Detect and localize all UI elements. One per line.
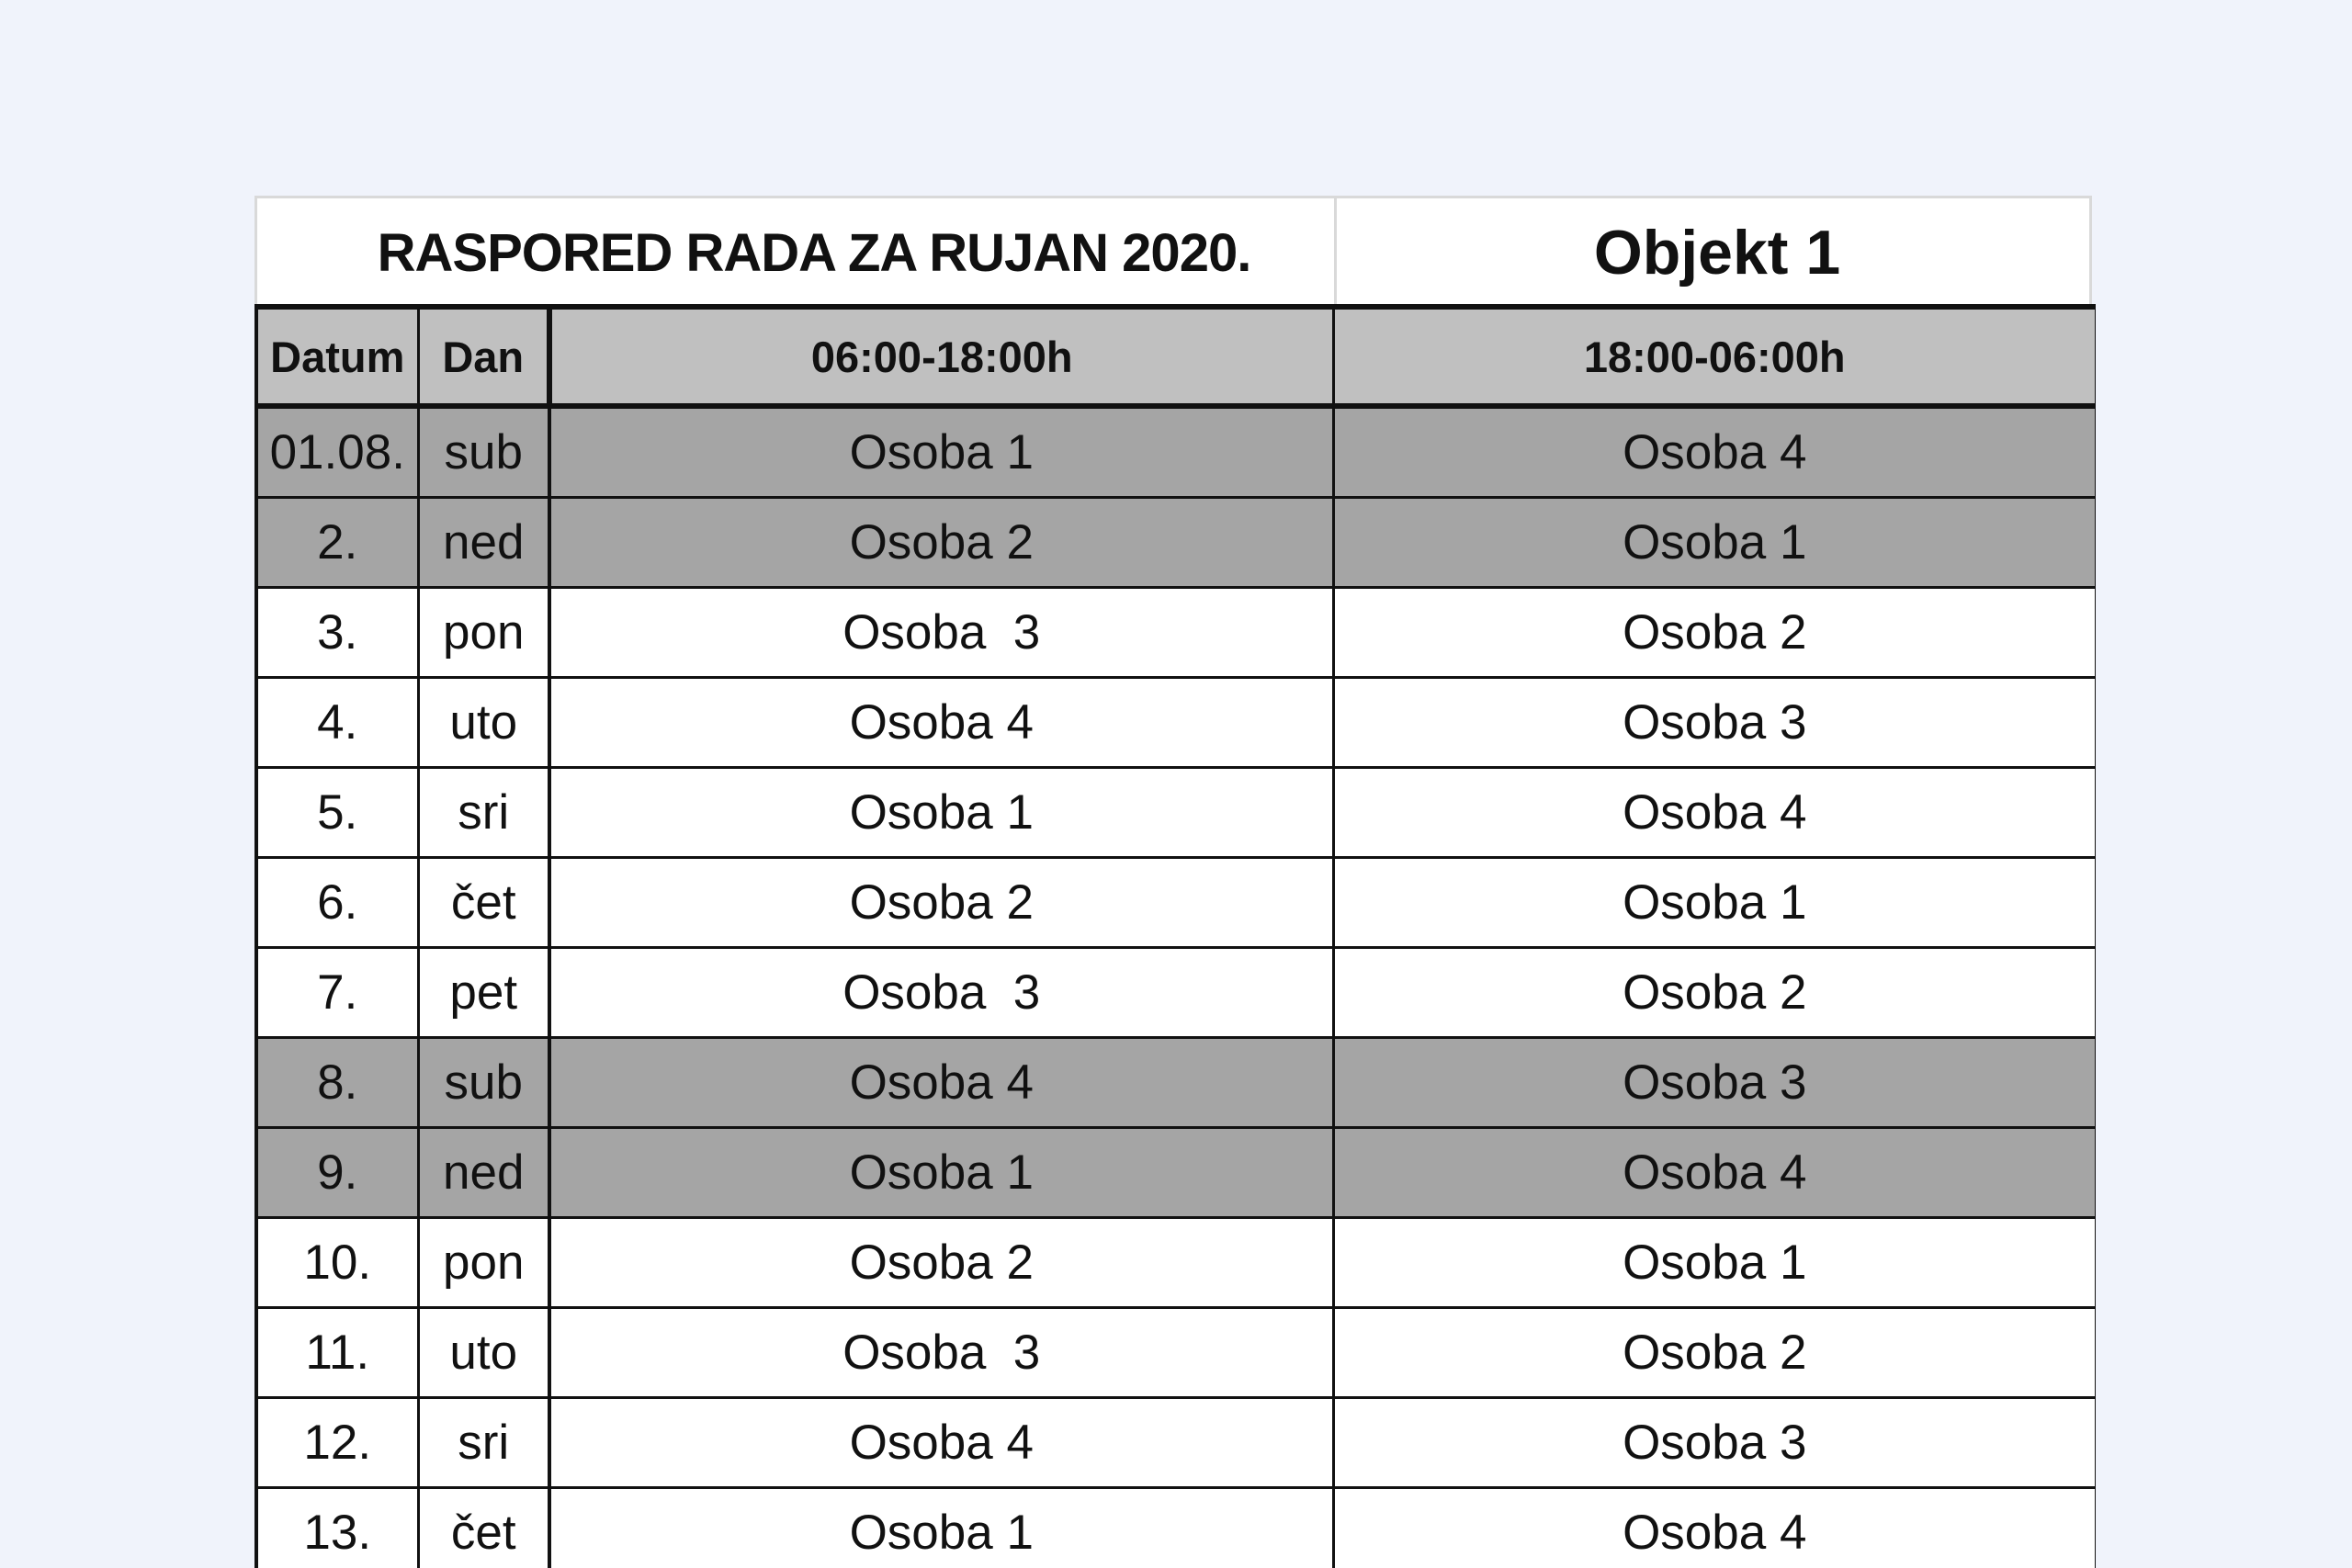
- night-shift-cell: Osoba 1: [1333, 498, 2096, 588]
- night-shift-cell: Osoba 4: [1333, 1488, 2096, 1568]
- day-name-cell: uto: [418, 1308, 549, 1398]
- day-name-cell: sub: [418, 1038, 549, 1128]
- date-cell: 5.: [256, 768, 418, 858]
- table-row: [256, 588, 2096, 678]
- table-row: [256, 1398, 2096, 1488]
- table-row: [256, 1218, 2096, 1308]
- date-cell: 4.: [256, 678, 418, 768]
- table-row: [256, 1038, 2096, 1128]
- table-row: [256, 1488, 2096, 1568]
- table-row: [256, 678, 2096, 768]
- night-shift-cell: Osoba 2: [1333, 948, 2096, 1038]
- schedule-body: [256, 406, 2096, 1568]
- night-shift-cell: Osoba 4: [1333, 768, 2096, 858]
- schedule-title: RASPORED RADA ZA RUJAN 2020.: [377, 222, 1251, 283]
- night-shift-cell: Osoba 2: [1333, 588, 2096, 678]
- day-name-cell: uto: [418, 678, 549, 768]
- date-cell: 13.: [256, 1488, 418, 1568]
- day-name-cell: pon: [418, 1218, 549, 1308]
- day-name-cell: sri: [418, 1398, 549, 1488]
- title-row: [254, 196, 2092, 304]
- day-shift-cell: Osoba 4: [549, 1038, 1333, 1128]
- table-row: [256, 498, 2096, 588]
- column-header-day-shift: 06:00-18:00h: [549, 307, 1333, 406]
- day-name-cell: pon: [418, 588, 549, 678]
- day-shift-cell: Osoba 1: [549, 768, 1333, 858]
- table-row: [256, 858, 2096, 948]
- night-shift-cell: Osoba 3: [1333, 1398, 2096, 1488]
- day-shift-cell: Osoba 4: [549, 1398, 1333, 1488]
- day-name-cell: pet: [418, 948, 549, 1038]
- day-name-cell: ned: [418, 1128, 549, 1218]
- table-row: [256, 1308, 2096, 1398]
- column-header-datum: Datum: [256, 307, 418, 406]
- day-name-cell: sri: [418, 768, 549, 858]
- day-shift-cell: Osoba 3: [549, 948, 1333, 1038]
- night-shift-cell: Osoba 2: [1333, 1308, 2096, 1398]
- date-cell: 10.: [256, 1218, 418, 1308]
- date-cell: 3.: [256, 588, 418, 678]
- night-shift-cell: Osoba 1: [1333, 1218, 2096, 1308]
- date-cell: 01.08.: [256, 406, 418, 498]
- night-shift-cell: Osoba 1: [1333, 858, 2096, 948]
- date-cell: 12.: [256, 1398, 418, 1488]
- day-shift-cell: Osoba 4: [549, 678, 1333, 768]
- date-cell: 7.: [256, 948, 418, 1038]
- day-name-cell: čet: [418, 1488, 549, 1568]
- schedule-sheet: [254, 196, 2096, 1568]
- day-name-cell: sub: [418, 406, 549, 498]
- day-shift-cell: Osoba 1: [549, 1488, 1333, 1568]
- date-cell: 9.: [256, 1128, 418, 1218]
- day-shift-cell: Osoba 2: [549, 1218, 1333, 1308]
- day-shift-cell: Osoba 3: [549, 588, 1333, 678]
- column-header-night-shift: 18:00-06:00h: [1333, 307, 2096, 406]
- night-shift-cell: Osoba 4: [1333, 1128, 2096, 1218]
- day-name-cell: čet: [418, 858, 549, 948]
- object-title: Objekt 1: [1334, 198, 2096, 307]
- day-name-cell: ned: [418, 498, 549, 588]
- day-shift-cell: Osoba 3: [549, 1308, 1333, 1398]
- day-shift-cell: Osoba 1: [549, 1128, 1333, 1218]
- schedule-table: [254, 304, 2096, 1568]
- date-cell: 8.: [256, 1038, 418, 1128]
- column-header-row: [256, 307, 2096, 406]
- date-cell: 2.: [256, 498, 418, 588]
- day-shift-cell: Osoba 2: [549, 498, 1333, 588]
- night-shift-cell: Osoba 3: [1333, 1038, 2096, 1128]
- column-header-dan: Dan: [418, 307, 549, 406]
- table-row: [256, 768, 2096, 858]
- day-shift-cell: Osoba 2: [549, 858, 1333, 948]
- table-row: [256, 948, 2096, 1038]
- date-cell: 11.: [256, 1308, 418, 1398]
- table-row: [256, 1128, 2096, 1218]
- table-row: [256, 406, 2096, 498]
- night-shift-cell: Osoba 3: [1333, 678, 2096, 768]
- night-shift-cell: Osoba 4: [1333, 406, 2096, 498]
- day-shift-cell: Osoba 1: [549, 406, 1333, 498]
- date-cell: 6.: [256, 858, 418, 948]
